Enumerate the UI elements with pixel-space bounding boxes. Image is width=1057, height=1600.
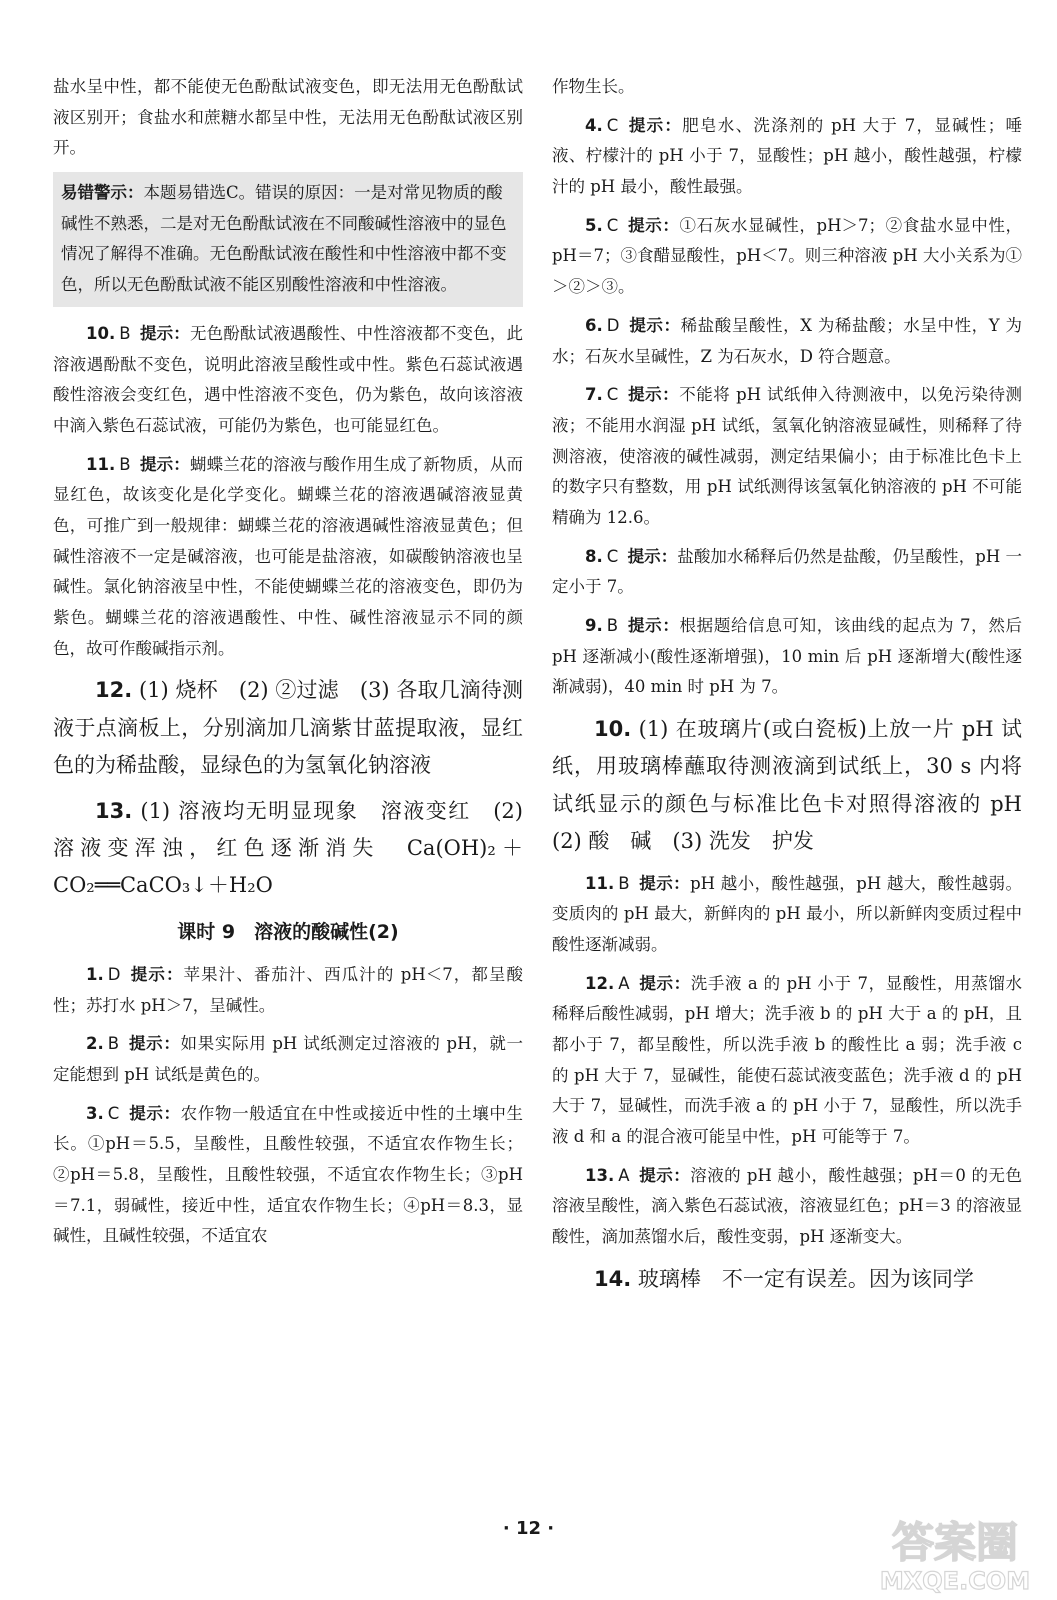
item-number: 6. [585,315,603,335]
paragraph-continued: 作物生长。 [552,77,635,96]
item-number: 8. [585,546,603,566]
answer-text: 玻璃棒 不一定有误差。因为该同学 [637,1266,974,1291]
item-answer: C [606,385,619,405]
hint-text: pH 越小，酸性越强，pH 越大，酸性越弱。变质肉的 pH 最大，新鲜肉的 pH 最小，所以新鲜肉变质过程中酸性逐渐减弱。 [552,873,1022,954]
item-number: 7. [585,385,603,405]
hint-text: 稀盐酸呈酸性，X 为稀盐酸；水呈中性，Y 为水；石灰水呈碱性，Z 为石灰水，D 符合题意。 [552,315,1022,366]
item-answer: A [618,973,630,993]
item-number: 12. [95,678,133,703]
hint-label: 提示： [139,454,190,474]
hint-label: 提示： [628,616,680,635]
item-answer: D [107,964,121,984]
answer-item-6 [552,311,1022,372]
answer-text: (1) 溶液均无明显现象 溶液变红 (2) 溶液变浑浊，红色逐渐消失 Ca(OH)₂＋CO₂══CaCO₃↓＋H₂O [53,798,523,898]
hint-label: 提示： [629,315,681,335]
watermark-sub: MXQE.COM [879,1567,1031,1595]
item-number: 12. [585,973,615,993]
answer-item-12 [552,969,1022,1153]
item-number: 10. [86,323,116,343]
hint-text: 蝴蝶兰花的溶液与酸作用生成了新物质，从而显红色，故该变化是化学变化。蝴蝶兰花的溶液遇碱溶液显黄色，可推广到一般规律：蝴蝶兰花的溶液遇碱性溶液显黄色；但碱性溶液不一定是碱溶液，也可能是盐溶液，如碳酸钠溶液也呈碱性。氯化钠溶液呈中性，不能使蝴蝶兰花的溶液变色，即仍为紫色。蝴蝶兰花的溶液遇酸性、中性、碱性溶液显示不同的颜色，故可作酸碱指示剂。 [53,454,523,658]
hint-label: 提示： [628,215,680,235]
hint-label: 提示： [639,1165,691,1185]
answer-item-13 [53,793,523,905]
hint-text: 不能将 pH 试纸伸入待测液中，以免污染待测液；不能用水润湿 pH 试纸，氢氧化钠溶液显碱性，则稀释了待测溶液，使溶液的碱性减弱，测定结果偏小；由于标准比色卡上的数字只有整数，用 pH 试纸测得该氢氧化钠溶液的 pH 不可能精确为 12.6。 [552,385,1022,527]
hint-label: 提示： [639,873,691,893]
right-column [552,72,1043,1306]
answer-item-12 [53,672,523,784]
paragraph-continued: 盐水呈中性，都不能使无色酚酞试液变色，即无法用无色酚酞试液区别开；食盐水和蔗糖水都呈中性，无法用无色酚酞试液区别开。 [53,77,523,158]
item-number: 11. [86,454,116,474]
hint-label: 提示： [129,1103,181,1123]
answer-item-10 [552,711,1043,861]
item-answer: B [119,454,131,474]
item-number: 14. [594,1266,632,1291]
item-answer: A [618,1165,630,1185]
hint-label: 提示： [627,546,678,566]
hint-text: 肥皂水、洗涤剂的 pH 大于 7，显碱性；唾液、柠檬汁的 pH 小于 7，显酸性；pH 越小，酸性越强，柠檬汁的 pH 最小，酸性最强。 [552,115,1023,197]
answer-item-8 [552,542,1022,603]
item-answer: C [606,546,619,566]
hint-text: 苹果汁、番茄汁、西瓜汁的 pH＜7，都呈酸性；苏打水 pH＞7，呈碱性。 [53,964,524,1015]
hint-text: 洗手液 a 的 pH 小于 7，显酸性，用蒸馏水稀释后酸性减弱，pH 增大；洗手液 b 的 pH 大于 a 的 pH，且都小于 7，都呈酸性，所以洗手液 b 的酸性比 a 弱；洗手液 c 的 pH 大于 7，显碱性，能使石蕊试液变蓝色；洗手液 d 的 pH 大于 7，显碱性，而洗手液 a 的 pH 小于 7，显酸性，所以洗手液 d 和 a 的混合液可能呈中性，pH 可能等于 7。 [552,973,1022,1147]
hint-label: 提示： [139,323,190,343]
item-answer: B [107,1034,120,1054]
item-number: 5. [585,215,603,235]
hint-text: 盐酸加水稀释后仍然是盐酸，仍呈酸性，pH 一定小于 7。 [552,546,1023,597]
answer-item-1 [53,960,523,1021]
answer-item-11 [552,869,1022,961]
item-answer: C [107,1103,120,1123]
warning-label: 易错警示： [61,183,144,203]
hint-label: 提示： [130,964,184,984]
item-number: 4. [585,115,603,135]
answer-item-13 [552,1161,1022,1253]
hint-text: ①石灰水显碱性，pH＞7；②食盐水显中性，pH＝7；③食醋显酸性，pH＜7。则三种溶液 pH 大小关系为①＞②＞③。 [552,215,1023,297]
answer-item-2 [53,1029,523,1090]
item-number: 11. [585,873,615,893]
page-number: · 12 · [502,1518,555,1539]
hint-text: 农作物一般适宜在中性或接近中性的土壤中生长。①pH＝5.5，呈酸性，且酸性较强，不适宜农作物生长；②pH＝5.8，呈酸性，且酸性较强，不适宜农作物生长；③pH＝7.1，弱碱性，接近中性，适宜农作物生长；④pH＝8.3，显碱性，且碱性较强，不适宜农 [53,1103,524,1246]
answer-item-10 [53,319,523,442]
section-title: 课时 9 溶液的酸碱性(2) [177,920,399,943]
answer-text: (1) 烧杯 (2) ②过滤 (3) 各取几滴待测液于点滴板上，分别滴加几滴紫甘蓝提取液，显红色的为稀盐酸，显绿色的为氢氧化钠溶液 [53,678,523,778]
item-answer: B [119,323,131,343]
hint-label: 提示： [628,385,680,405]
item-answer: B [606,616,619,635]
left-column [53,72,523,1260]
answer-item-4 [552,111,1022,203]
answer-item-9 [552,611,1022,703]
hint-label: 提示： [628,115,683,135]
item-number: 9. [585,616,603,635]
answer-text: (1) 在玻璃片(或白瓷板)上放一片 pH 试纸，用玻璃棒蘸取待测液滴到试纸上，30 s 内将试纸显示的颜色与标准比色卡对照得溶液的 pH (2) 酸 碱 (3) 洗发 护发 [552,717,1043,854]
hint-label: 提示： [639,973,691,993]
answer-item-11 [53,450,523,665]
hint-text: 根据题给信息可知，该曲线的起点为 7，然后 pH 逐渐减小(酸性逐渐增强)，10 min 后 pH 逐渐增大(酸性逐渐减弱)，40 min 时 pH 为 7。 [552,616,1023,697]
item-number: 13. [585,1165,615,1185]
hint-text: 溶液的 pH 越小，酸性越强；pH＝0 的无色溶液呈酸性，滴入紫色石蕊试液，溶液显红色；pH＝3 的溶液显酸性，滴加蒸馏水后，酸性变弱，pH 逐渐变大。 [552,1165,1023,1247]
item-answer: B [618,873,630,893]
error-warning-box [53,172,523,307]
item-number: 13. [95,798,133,823]
hint-text: 无色酚酞试液遇酸性、中性溶液都不变色，此溶液遇酚酞不变色，说明此溶液呈酸性或中性。紫色石蕊试液遇酸性溶液会变红色，遇中性溶液不变色，仍为紫色，故向该溶液中滴入紫色石蕊试液，可能仍为紫色，也可能显红色。 [53,323,523,435]
watermark-text: 答案圈 [891,1518,1019,1567]
item-answer: C [606,115,619,135]
answer-item-7 [552,380,1022,533]
item-number: 1. [86,964,104,984]
item-answer: C [606,215,619,235]
answer-item-14 [552,1261,1022,1298]
hint-label: 提示： [129,1034,181,1054]
watermark-logo [870,1505,1040,1595]
hint-text: 如果实际用 pH 试纸测定过溶液的 pH，就一定能想到 pH 试纸是黄色的。 [53,1034,523,1085]
answer-item-3 [53,1099,523,1252]
answer-item-5 [552,211,1022,303]
item-number: 2. [86,1034,104,1054]
item-number: 3. [86,1103,104,1123]
item-number: 10. [594,717,632,742]
warning-text: 本题易错选C。错误的原因：一是对常见物质的酸碱性不熟悉，二是对无色酚酞试液在不同酸碱性溶液中的显色情况了解得不准确。无色酚酞试液在酸性和中性溶液中都不变色，所以无色酚酞试液不能区别酸性溶液和中性溶液。 [61,183,507,295]
item-answer: D [606,315,620,335]
